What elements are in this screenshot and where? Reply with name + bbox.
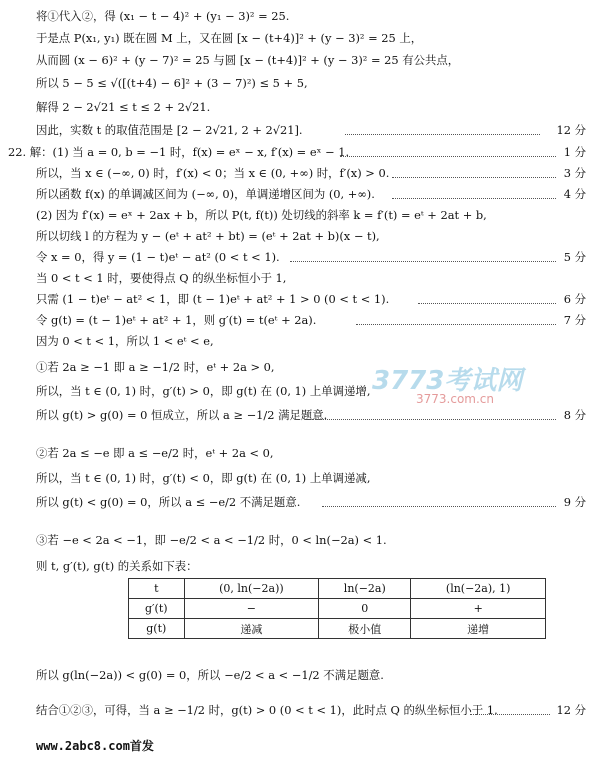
table-row bbox=[129, 619, 546, 639]
line-18: 所以，当 t ∈ (0, 1) 时，g′(t) > 0，即 g(t) 在 (0, 1) 上单调递增, bbox=[36, 384, 371, 398]
table-cell: g(t) bbox=[129, 619, 185, 639]
line-10: (2) 因为 f′(x) = eˣ + 2ax + b，所以 P(t, f(t)) 处切线的斜率 k = f′(t) = eᵗ + 2at + b, bbox=[36, 208, 487, 222]
table-cell: 0 bbox=[319, 599, 411, 619]
line-16: 因为 0 < t < 1，所以 1 < eᵗ < e, bbox=[36, 334, 214, 348]
score-7: 7 分 bbox=[563, 313, 586, 327]
line-4: 所以 5 − 5 ≤ √([(t+4) − 6]² + (3 − 7)²) ≤ 5 + 5, bbox=[36, 76, 308, 90]
line-26: 结合①②③，可得，当 a ≥ −1/2 时，g(t) > 0 (0 < t < 1)，此时点 Q 的纵坐标恒小于 1. bbox=[36, 703, 498, 717]
score-3: 3 分 bbox=[563, 166, 586, 180]
table-cell: 递增 bbox=[411, 619, 546, 639]
line-7: 22. 解：(1) 当 a = 0, b = −1 时，f(x) = eˣ − x, f′(x) = eˣ − 1. bbox=[8, 145, 350, 159]
table-cell: g′(t) bbox=[129, 599, 185, 619]
table-cell: (0, ln(−2a)) bbox=[184, 579, 319, 599]
score-9: 9 分 bbox=[563, 495, 586, 509]
table-row bbox=[129, 579, 546, 599]
watermark-url: 3773.com.cn bbox=[416, 392, 494, 406]
line-5: 解得 2 − 2√21 ≤ t ≤ 2 + 2√21. bbox=[36, 100, 211, 114]
variation-table bbox=[128, 578, 546, 639]
line-9: 所以函数 f(x) 的单调减区间为 (−∞, 0)，单调递增区间为 (0, +∞). bbox=[36, 187, 375, 201]
line-19: 所以 g(t) > g(0) = 0 恒成立，所以 a ≥ −1/2 满足题意. bbox=[36, 408, 328, 422]
table-cell: 极小值 bbox=[319, 619, 411, 639]
line-12: 令 x = 0，得 y = (1 − t)eᵗ − at² (0 < t < 1). bbox=[36, 250, 280, 264]
line-14: 只需 (1 − t)eᵗ − at² < 1，即 (t − 1)eᵗ + at² + 1 > 0 (0 < t < 1). bbox=[36, 292, 390, 306]
watermark-logo: 3773考试网 bbox=[372, 366, 523, 396]
score-1: 1 分 bbox=[563, 145, 586, 159]
line-3: 从而圆 (x − 6)² + (y − 7)² = 25 与圆 [x − (t+4)]² + (y − 3)² = 25 有公共点， bbox=[36, 53, 460, 67]
score-4: 4 分 bbox=[563, 187, 586, 201]
table-cell: 递减 bbox=[184, 619, 319, 639]
line-8: 所以，当 x ∈ (−∞, 0) 时，f′(x) < 0；当 x ∈ (0, +∞) 时，f′(x) > 0. bbox=[36, 166, 390, 180]
score-8: 8 分 bbox=[563, 408, 586, 422]
line-1: 将①代入②，得 (x₁ − t − 4)² + (y₁ − 3)² = 25. bbox=[36, 9, 290, 23]
table-cell: − bbox=[184, 599, 319, 619]
score-12b: 12 分 bbox=[556, 703, 586, 717]
line-24: 则 t, g′(t), g(t) 的关系如下表： bbox=[36, 559, 198, 573]
table-cell: + bbox=[411, 599, 546, 619]
footer-source: www.2abc8.com首发 bbox=[36, 739, 154, 753]
table-row bbox=[129, 599, 546, 619]
line-15: 令 g(t) = (t − 1)eᵗ + at² + 1，则 g′(t) = t(eᵗ + 2a). bbox=[36, 313, 317, 327]
line-6: 因此，实数 t 的取值范围是 [2 − 2√21, 2 + 2√21]. bbox=[36, 123, 303, 137]
table-cell: ln(−2a) bbox=[319, 579, 411, 599]
line-11: 所以切线 l 的方程为 y − (eᵗ + at² + bt) = (eᵗ + 2at + b)(x − t), bbox=[36, 229, 380, 243]
line-23: ③若 −e < 2a < −1，即 −e/2 < a < −1/2 时，0 < ln(−2a) < 1. bbox=[36, 533, 387, 547]
line-22: 所以 g(t) < g(0) = 0，所以 a ≤ −e/2 不满足题意. bbox=[36, 495, 301, 509]
line-21: 所以，当 t ∈ (0, 1) 时，g′(t) < 0，即 g(t) 在 (0, 1) 上单调递减, bbox=[36, 471, 371, 485]
line-13: 当 0 < t < 1 时，要使得点 Q 的纵坐标恒小于 1, bbox=[36, 271, 287, 285]
score-12a: 12 分 bbox=[556, 123, 586, 137]
score-5: 5 分 bbox=[563, 250, 586, 264]
line-17: ①若 2a ≥ −1 即 a ≥ −1/2 时，eᵗ + 2a > 0, bbox=[36, 360, 275, 374]
line-25: 所以 g(ln(−2a)) < g(0) = 0，所以 −e/2 < a < −1/2 不满足题意. bbox=[36, 668, 384, 682]
score-6: 6 分 bbox=[563, 292, 586, 306]
line-20: ②若 2a ≤ −e 即 a ≤ −e/2 时，eᵗ + 2a < 0, bbox=[36, 446, 274, 460]
table-cell: (ln(−2a), 1) bbox=[411, 579, 546, 599]
table-cell: t bbox=[129, 579, 185, 599]
line-2: 于是点 P(x₁, y₁) 既在圆 M 上，又在圆 [x − (t+4)]² + (y − 3)² = 25 上， bbox=[36, 31, 423, 45]
